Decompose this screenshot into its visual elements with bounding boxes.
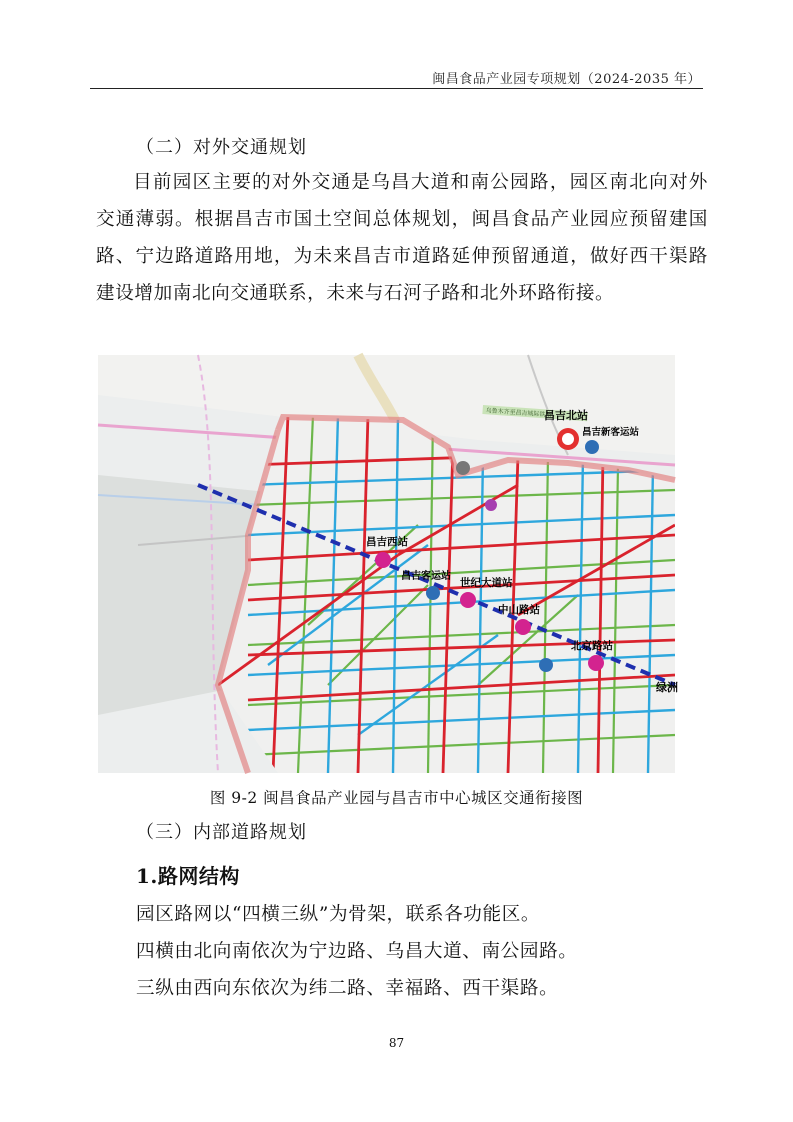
- station-label: 世纪大道站: [460, 577, 513, 589]
- subheading-road-network: 1.路网结构: [136, 864, 240, 888]
- figure-caption: 图 9-2 闽昌食品产业园与昌吉市中心城区交通衔接图: [209, 789, 584, 807]
- text-line: 园区路网以“四横三纵”为骨架，联系各功能区。: [136, 904, 541, 925]
- station-label: 中山路站: [498, 604, 540, 616]
- header-rule: [90, 88, 703, 89]
- station-label: 昌吉北站: [544, 409, 588, 422]
- station-label-edge: 绿洲: [656, 681, 678, 694]
- section-heading-internal-roads: （三）内部道路规划: [136, 822, 307, 843]
- station-label: 昌吉新客运站: [582, 427, 640, 438]
- station-label: 昌吉西站: [366, 536, 408, 548]
- station-label: 北京路站: [571, 640, 613, 652]
- page-number: 87: [388, 1036, 405, 1050]
- poi-icon: [485, 499, 497, 511]
- text-line: 三纵由西向东依次为纬二路、幸福路、西干渠路。: [136, 978, 559, 999]
- traffic-map-svg: [98, 355, 678, 773]
- paragraph-external-traffic: 目前园区主要的对外交通是乌昌大道和南公园路，园区南北向对外交通薄弱。根据昌吉市国土空间总体规划，闽昌食品产业园应预留建国路、宁边路道路用地，为未来昌吉市道路延伸预留通道，做好西干渠路建设增加南北向交通联系，未来与石河子路和北外环路衔接。: [96, 172, 708, 304]
- parking-icon: [539, 658, 553, 672]
- parking-icon: [456, 461, 470, 475]
- road-label: 乌鲁木齐至昌吉城际铁路: [485, 407, 552, 419]
- header-title: 闽昌食品产业园专项规划（2024-2035 年）: [432, 72, 701, 87]
- section-heading-external-traffic: （二）对外交通规划: [136, 137, 307, 158]
- traffic-map: [98, 355, 678, 773]
- station-label: 昌吉客运站: [401, 571, 451, 582]
- text-line: 四横由北向南依次为宁边路、乌昌大道、南公园路。: [136, 941, 578, 962]
